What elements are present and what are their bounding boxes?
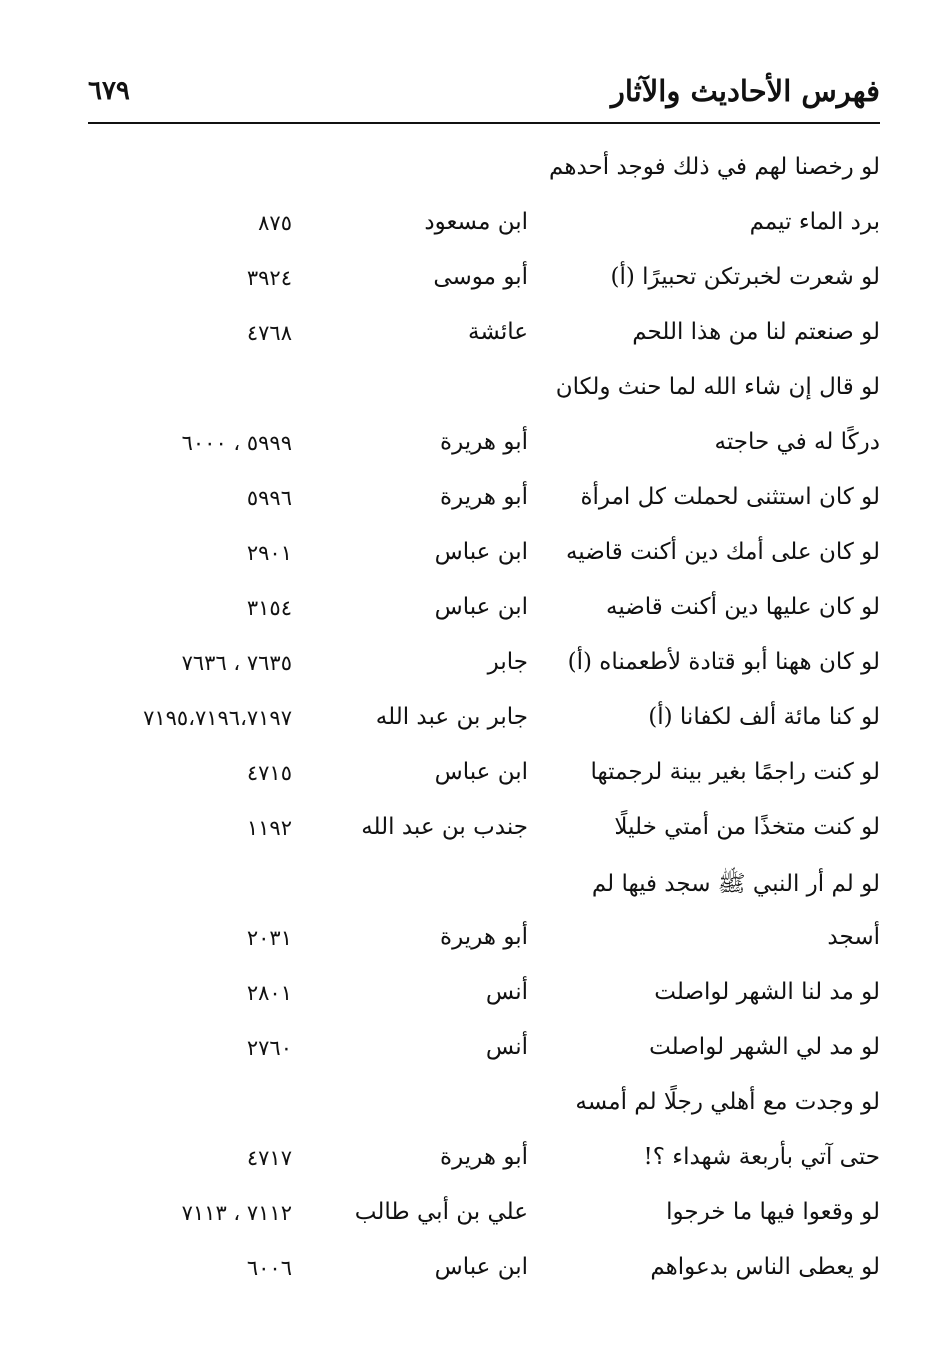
index-entry	[88, 916, 880, 971]
index-entry	[88, 366, 880, 421]
narrator: جابر بن عبد الله	[375, 704, 528, 730]
hadith-number: ٢٧٦٠	[246, 1036, 292, 1060]
hadith-number: ٤٧١٧	[246, 1146, 292, 1170]
index-entry	[88, 861, 880, 916]
index-entry	[88, 641, 880, 696]
hadith-number: ٧١٩٥،٧١٩٦،٧١٩٧	[143, 706, 292, 730]
hadith-number: ٢٠٣١	[246, 926, 292, 950]
hadith-number: ٣٩٢٤	[246, 266, 292, 290]
hadith-text: أسجد	[827, 924, 880, 950]
index-entry	[88, 146, 880, 201]
hadith-text: برد الماء تيمم	[749, 209, 880, 235]
narrator: ابن عباس	[434, 539, 528, 565]
narrator: ابن عباس	[434, 1254, 528, 1280]
index-entry	[88, 1246, 880, 1301]
hadith-number: ٤٧٦٨	[246, 321, 292, 345]
hadith-number: ١١٩٢	[246, 816, 292, 840]
index-entry	[88, 1081, 880, 1136]
narrator: ابن مسعود	[424, 209, 528, 235]
index-entry	[88, 1136, 880, 1191]
hadith-text: لو لم أر النبي ﷺ سجد فيها لم	[591, 871, 880, 897]
hadith-number: ٧٦٣٥ ، ٧٦٣٦	[181, 651, 292, 675]
narrator: ابن عباس	[434, 594, 528, 620]
hadith-text: لو كان ههنا أبو قتادة لأطعمناه (أ)	[567, 649, 880, 675]
hadith-number: ٣١٥٤	[246, 596, 292, 620]
hadith-number: ٢٨٠١	[246, 981, 292, 1005]
hadith-text: لو كان عليها دين أكنت قاضيه	[605, 594, 880, 620]
hadith-text: لو رخصنا لهم في ذلك فوجد أحدهم	[549, 154, 880, 180]
hadith-text: لو مد لنا الشهر لواصلت	[654, 979, 880, 1005]
narrator: أبو موسى	[433, 264, 528, 290]
narrator: علي بن أبي طالب	[354, 1199, 528, 1225]
narrator: أبو هريرة	[440, 1144, 528, 1170]
index-entry	[88, 586, 880, 641]
hadith-number: ٤٧١٥	[246, 761, 292, 785]
hadith-text: دركًا له في حاجته	[714, 429, 880, 455]
hadith-text: لو يعطى الناس بدعواهم	[650, 1254, 880, 1280]
narrator: أنس	[485, 1034, 528, 1060]
hadith-number: ٢٩٠١	[246, 541, 292, 565]
hadith-text: حتى آتي بأربعة شهداء ؟!	[643, 1144, 880, 1170]
index-entry	[88, 256, 880, 311]
hadith-text: لو كنت متخذًا من أمتي خليلًا	[614, 814, 880, 840]
page-header	[88, 70, 880, 114]
page-number: ٦٧٩	[88, 76, 130, 106]
index-entry	[88, 1026, 880, 1081]
hadith-text: لو وقعوا فيها ما خرجوا	[666, 1199, 880, 1225]
hadith-number: ٥٩٩٦	[246, 486, 292, 510]
narrator: جندب بن عبد الله	[361, 814, 528, 840]
header-rule	[88, 122, 880, 124]
index-entry	[88, 751, 880, 806]
header-title: فهرس الأحاديث والآثار	[610, 74, 880, 108]
hadith-text: لو صنعتم لنا من هذا اللحم	[632, 319, 880, 345]
hadith-number: ٨٧٥	[258, 211, 292, 235]
index-entry	[88, 421, 880, 476]
hadith-text: لو كان استثنى لحملت كل امرأة	[580, 484, 880, 510]
index-entry	[88, 806, 880, 861]
narrator: أبو هريرة	[440, 924, 528, 950]
index-entry	[88, 531, 880, 586]
hadith-text: لو كان على أمك دين أكنت قاضيه	[565, 539, 880, 565]
index-entry	[88, 476, 880, 531]
index-entry	[88, 971, 880, 1026]
hadith-number: ٧١١٢ ، ٧١١٣	[181, 1201, 292, 1225]
hadith-number: ٥٩٩٩ ، ٦٠٠٠	[181, 431, 292, 455]
hadith-text: لو قال إن شاء الله لما حنث ولكان	[555, 374, 880, 400]
index-entry	[88, 311, 880, 366]
hadith-text: لو مد لي الشهر لواصلت	[649, 1034, 880, 1060]
narrator: عائشة	[468, 319, 528, 345]
hadith-number: ٦٠٠٦	[246, 1256, 292, 1280]
index-entry	[88, 696, 880, 751]
hadith-text: لو وجدت مع أهلي رجلًا لم أمسه	[575, 1089, 880, 1115]
narrator: أبو هريرة	[440, 429, 528, 455]
hadith-text: لو كنا مائة ألف لكفانا (أ)	[648, 704, 880, 730]
index-entry	[88, 201, 880, 256]
index-entry	[88, 1191, 880, 1246]
hadith-index-list	[88, 146, 880, 1301]
narrator: ابن عباس	[434, 759, 528, 785]
narrator: أبو هريرة	[440, 484, 528, 510]
narrator: أنس	[485, 979, 528, 1005]
hadith-text: لو شعرت لخبرتكن تحبيرًا (أ)	[610, 264, 880, 290]
narrator: جابر	[487, 649, 528, 675]
hadith-text: لو كنت راجمًا بغير بينة لرجمتها	[590, 759, 880, 785]
